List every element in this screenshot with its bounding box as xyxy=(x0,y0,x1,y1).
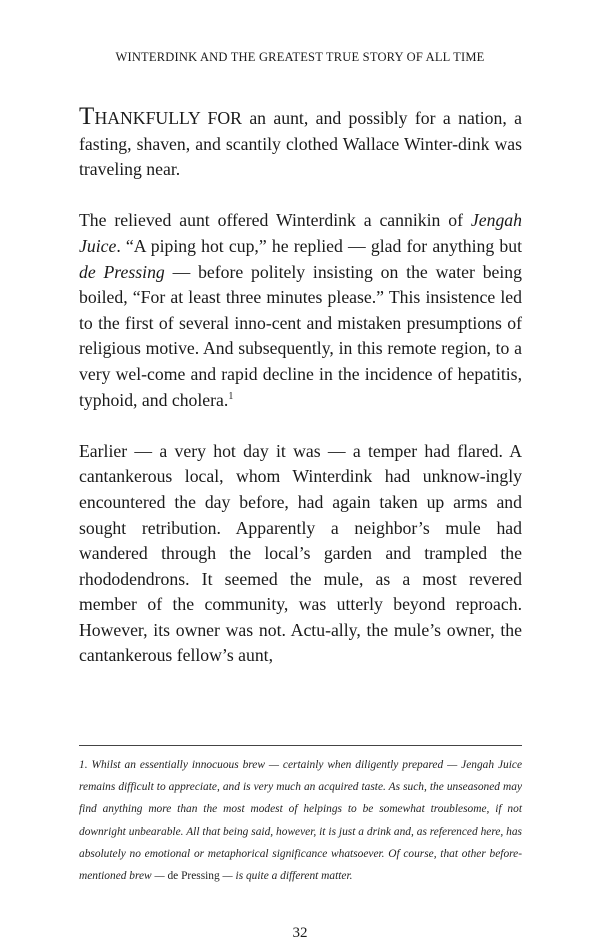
footnote-reference[interactable]: 1 xyxy=(228,390,234,402)
lead-small-caps: HANKFULLY FOR xyxy=(94,108,242,128)
footnote-text-part-1: 1. Whilst an essentially innocuous brew — certainly when diligently prepared — Jengah Juice remains difficult to appreciate, and is very much an acquired taste. As such, the unseasoned may find anything more than the most modest of helpings to be somewhat troublesome, if not downright unbearable. All that being said, however, it is just a drink and, as referenced here, has absolutely no emotional or metaphorical significance whatsoever. Of course, that other before-mentioned brew — xyxy=(79,759,522,883)
drink-name-jengah-juice: Jengah Juice xyxy=(79,210,522,256)
footnote-1 xyxy=(79,754,522,887)
page-number: 32 xyxy=(292,925,308,941)
paragraph-2-part-1: The relieved aunt offered Winterdink a cannikin of xyxy=(79,210,471,231)
footnote-drink-name: de Pressing xyxy=(167,870,220,883)
paragraph-2-part-2: . “A piping hot cup,” he replied — glad for anything but xyxy=(116,235,522,256)
drink-name-de-pressing: de Pressing xyxy=(79,261,165,282)
paragraph-3 xyxy=(79,439,522,669)
paragraph-2-part-3: — before politely insisting on the water being boiled, “For at least three minutes please.” This insistence led to the first of several inno-cent and mistaken presumptions of religious motive. And subsequently, in this remote region, to a very wel-come and rapid decline in the incidence of hepatitis, typhoid, and cholera. xyxy=(79,261,522,410)
body-text xyxy=(79,104,522,695)
running-head: WINTERDINK AND THE GREATEST TRUE STORY OF ALL TIME xyxy=(115,50,485,64)
paragraph-2 xyxy=(79,208,522,413)
paragraph-1-text: an aunt, and possibly for a nation, a fasting, shaven, and scantily clothed Wallace Winter-dink was traveling near. xyxy=(79,108,522,180)
footnote-divider xyxy=(79,745,522,746)
paragraph-3-text: Earlier — a very hot day it was — a temper had flared. A cantankerous local, whom Winterdink had unknow-ingly encountered the day before, had again taken up arms and sought retribution. Apparently a neighbor’s mule had wandered through the local’s garden and trampled the rhododendrons. It seemed the mule, as a most revered member of the community, was utterly beyond reproach. However, its owner was not. Actu-ally, the mule’s owner, the cantankerous fellow’s aunt, xyxy=(79,440,522,666)
footnote-text-part-2: — is quite a different matter. xyxy=(219,870,353,883)
lead-capital: T xyxy=(79,103,95,130)
paragraph-1 xyxy=(79,104,522,183)
